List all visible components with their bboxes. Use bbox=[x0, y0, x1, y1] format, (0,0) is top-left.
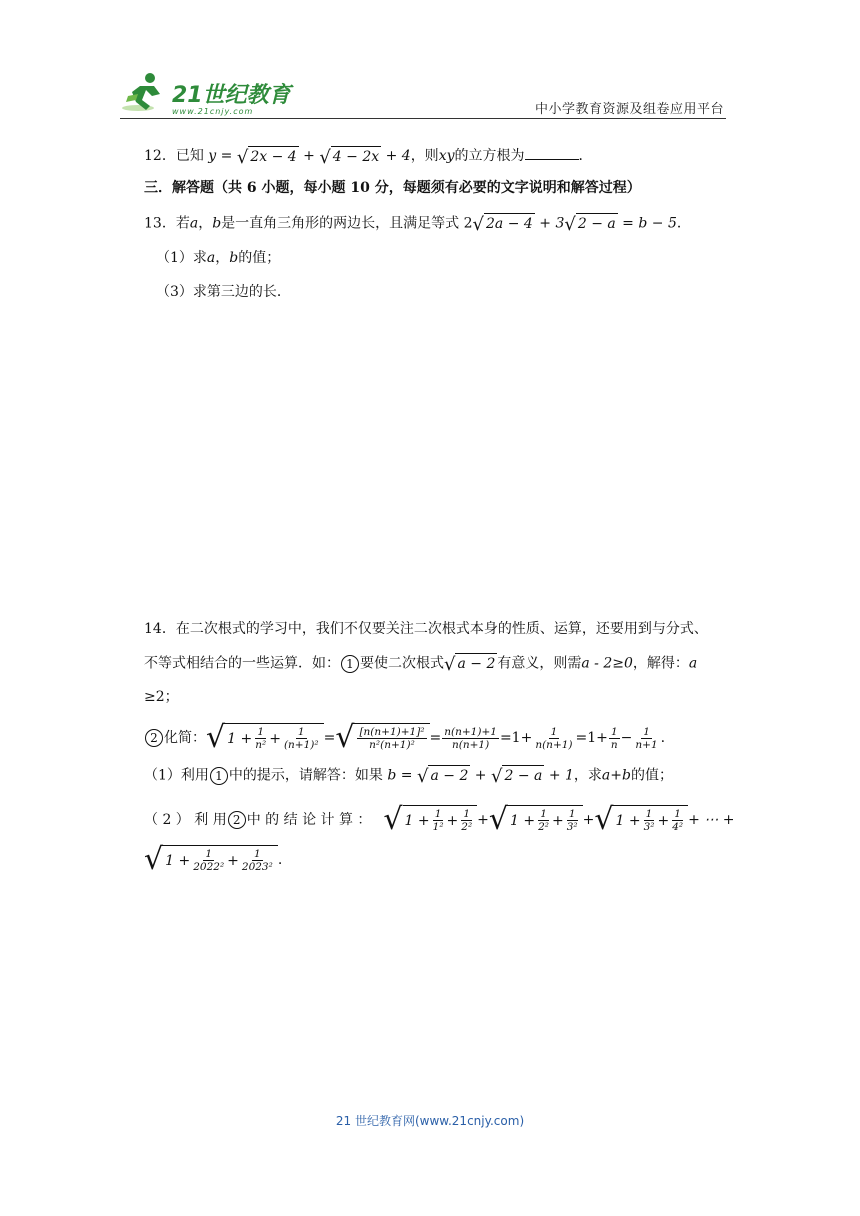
denominator: n(n+1) bbox=[535, 738, 573, 751]
equals-sign: = bbox=[323, 730, 336, 746]
fraction bbox=[536, 808, 551, 833]
numerator: 1 bbox=[550, 725, 558, 738]
radicand bbox=[613, 805, 688, 835]
radicand bbox=[163, 845, 278, 875]
equals-one-plus: =1+ bbox=[575, 730, 608, 746]
denominator: 2023² bbox=[241, 861, 273, 873]
numerator: 1 bbox=[568, 808, 576, 820]
radicand: a − 2 bbox=[455, 653, 497, 674]
radicand: 2 − a bbox=[502, 765, 544, 786]
plus-sign: + bbox=[298, 148, 320, 164]
q14-line2-post: 有意义，则需 bbox=[497, 655, 582, 672]
question-14-line2 bbox=[144, 653, 697, 674]
sqrt-a-2: √ a − 2 bbox=[416, 766, 469, 787]
var-a-plus-b: a+b bbox=[601, 767, 631, 784]
numerator: 1 bbox=[434, 808, 442, 820]
sub1-post: 的值； bbox=[238, 250, 281, 266]
fraction bbox=[670, 808, 685, 833]
fraction bbox=[282, 726, 321, 751]
var-y: y bbox=[208, 148, 217, 164]
denominator: 3² bbox=[566, 821, 578, 833]
plus-sign: + bbox=[227, 852, 239, 869]
svg-text:21世纪教育: 21世纪教育 bbox=[172, 83, 291, 108]
section-3-title: 三．解答题（共 6 小题，每小题 10 分，每题须有必要的文字说明和解答过程） bbox=[144, 180, 641, 196]
fraction bbox=[609, 726, 620, 751]
sqrt-term-3: √ 1 + $\frac{1}{\text{3²}}$ + $\frac{1}{\text{4²}}$ bbox=[594, 805, 688, 835]
equals-one-plus: =1+ bbox=[499, 730, 533, 746]
ellipsis-plus: + ⋯ + bbox=[688, 812, 735, 828]
sqrt-term-2: √ 1 + $\frac{1}{\text{2²}}$ + $\frac{1}{\text{3²}}$ bbox=[489, 805, 583, 835]
plus-three: + 3 bbox=[534, 215, 565, 232]
fraction bbox=[633, 726, 659, 751]
denominator: 3² bbox=[643, 821, 655, 833]
plus-one: + 1 bbox=[544, 767, 574, 784]
var-a: a bbox=[206, 250, 216, 266]
fraction bbox=[240, 848, 275, 873]
p1-end: 的值； bbox=[630, 767, 673, 784]
q14-line2-pre: 不等式相结合的一些运算．如： bbox=[144, 655, 340, 672]
question-14-line1 bbox=[144, 619, 708, 639]
plus-sign: + bbox=[269, 730, 281, 747]
denominator: n+1 bbox=[635, 738, 658, 751]
simplify-label: 化简： bbox=[164, 730, 206, 746]
circled-one: 1 bbox=[210, 767, 228, 785]
radicand: 2x − 4 bbox=[248, 146, 298, 167]
fraction bbox=[533, 726, 574, 751]
fraction bbox=[442, 726, 499, 751]
plus-sign: + bbox=[552, 812, 564, 829]
rhs-b-5: = b − 5 bbox=[617, 215, 677, 232]
equals-sign: = bbox=[396, 767, 417, 784]
fraction bbox=[431, 808, 446, 833]
sub1-pre: （1）求 bbox=[156, 250, 207, 266]
minus-sign: − bbox=[620, 730, 633, 746]
numerator: 1 bbox=[257, 726, 265, 738]
circled-two: 2 bbox=[145, 729, 163, 747]
q13-sub-1 bbox=[156, 248, 280, 268]
sqrt-2-a: √ 2 − a bbox=[564, 214, 616, 235]
radicand: a − 2 bbox=[428, 765, 470, 786]
numerator: 1 bbox=[463, 808, 471, 820]
question-number: 12． bbox=[144, 148, 176, 164]
numerator: 1 bbox=[540, 808, 547, 820]
term-one: 1 + bbox=[615, 812, 641, 829]
q13-text2: 是一直角三角形的两边长，且满足等式 bbox=[221, 215, 460, 232]
q14-line2-mid: 要使二次根式 bbox=[360, 655, 444, 672]
denominator: 2² bbox=[461, 821, 473, 833]
sqrt-expression: √ 1 + $\frac{1}{\text{n²}}$ + $\frac{1}{\text{(n+1)²}}$ bbox=[206, 723, 324, 753]
p1-mid: 中的提示，请解答：如果 bbox=[228, 767, 383, 784]
page-header bbox=[120, 70, 726, 120]
radicand bbox=[508, 805, 583, 835]
question-13 bbox=[144, 213, 691, 234]
radicand bbox=[403, 805, 478, 835]
radicand bbox=[354, 723, 429, 753]
term-one: 1 + bbox=[165, 852, 191, 869]
period: . bbox=[277, 852, 283, 868]
p1-ask: ，求 bbox=[573, 767, 602, 784]
q14-part-1 bbox=[144, 765, 673, 786]
p2-mid: 中 的 结 论 计 算 ： bbox=[246, 812, 372, 828]
plus-sign: + bbox=[582, 812, 595, 828]
numerator: 1 bbox=[610, 725, 618, 738]
numerator: 1 bbox=[205, 848, 213, 860]
sqrt-term-last: √ 1 + $\frac{1}{\text{2022²}}$ + $\frac{1}{\text{2023²}}$ bbox=[144, 845, 278, 875]
plus-sign: + bbox=[477, 812, 489, 828]
var-b: b bbox=[229, 250, 239, 266]
question-12 bbox=[144, 145, 593, 167]
comma: ， bbox=[215, 250, 230, 266]
radicand: 4 − 2x bbox=[331, 146, 381, 167]
var-b: b bbox=[212, 215, 222, 232]
denominator: n(n+1) bbox=[452, 738, 490, 751]
denominator: n²(n+1)² bbox=[369, 739, 415, 751]
sqrt-2-a: √ 2 − a bbox=[491, 766, 543, 787]
sqrt-a-2: √ a − 2 bbox=[444, 654, 496, 675]
equals-sign: = bbox=[216, 148, 237, 164]
period: . bbox=[660, 730, 666, 746]
circled-one: 1 bbox=[341, 655, 359, 673]
header-divider bbox=[120, 118, 726, 119]
denominator: 4² bbox=[672, 821, 684, 833]
var-a: a bbox=[688, 655, 698, 672]
denominator: n bbox=[610, 738, 618, 751]
numerator: 1 bbox=[297, 726, 305, 738]
denominator: 2022² bbox=[193, 861, 225, 873]
sqrt-2a-4: √ 2a − 4 bbox=[472, 214, 533, 235]
q13-text1: 若 bbox=[175, 215, 190, 232]
circled-two: 2 bbox=[228, 811, 246, 829]
fraction bbox=[357, 726, 426, 751]
denominator: 1² bbox=[432, 821, 444, 833]
denominator: 2² bbox=[538, 821, 549, 833]
question-number: 13． bbox=[144, 215, 176, 232]
term-one: 1 + bbox=[510, 812, 536, 829]
radicand: 2 − a bbox=[576, 213, 618, 234]
plus-sign: + bbox=[470, 767, 491, 784]
q13-sub-3: （3）求第三边的长． bbox=[156, 284, 291, 300]
var-a: a bbox=[189, 215, 199, 232]
period: ． bbox=[676, 215, 691, 232]
q14-line1-text: 在二次根式的学习中，我们不仅要关注二次根式本身的性质、运算，还要用到与分式、 bbox=[175, 621, 708, 637]
q14-part-2 bbox=[144, 802, 734, 838]
answer-blank[interactable] bbox=[525, 145, 579, 160]
p2-pre: （ 2 ） 利 用 bbox=[144, 812, 227, 828]
radicand bbox=[225, 723, 323, 753]
header-platform-text: 中小学教育资源及组卷应用平台 bbox=[534, 102, 724, 117]
denominator: n² bbox=[255, 739, 267, 751]
plus-sign: + bbox=[657, 812, 670, 829]
term-one: 1 + bbox=[404, 812, 430, 829]
q12-prefix: 已知 bbox=[175, 148, 204, 164]
term-one: 1 + bbox=[227, 730, 253, 747]
q12-suffix: 的立方根为 bbox=[454, 148, 525, 164]
q14-line2-end: ，解得： bbox=[632, 655, 689, 672]
comma: ， bbox=[198, 215, 213, 232]
numerator: [n(n+1)+1]² bbox=[359, 726, 425, 738]
q14-simplify-formula bbox=[144, 720, 665, 756]
denominator: (n+1)² bbox=[283, 739, 319, 751]
numerator: 1 bbox=[645, 808, 653, 820]
fraction bbox=[642, 808, 657, 833]
var-xy: xy bbox=[438, 148, 455, 164]
q14-part-2-cont bbox=[144, 842, 282, 878]
radicand: 2a − 4 bbox=[484, 213, 535, 234]
var-b: b bbox=[387, 767, 397, 784]
numerator: n(n+1)+1 bbox=[444, 725, 497, 738]
logo-icon bbox=[120, 70, 300, 118]
plus-sign: + bbox=[446, 812, 459, 829]
p1-pre: （1）利用 bbox=[144, 767, 209, 784]
numerator: 1 bbox=[674, 808, 681, 820]
fraction bbox=[253, 726, 268, 751]
page-footer[interactable]: 21 世纪教育网(www.21cnjy.com) bbox=[335, 1114, 525, 1128]
q12-mid: ，则 bbox=[410, 148, 439, 164]
sqrt-term-1: √ 1 + $\frac{1}{\text{1²}}$ + $\frac{1}{\text{2²}}$ bbox=[383, 805, 477, 835]
svg-text:www.21cnjy.com: www.21cnjy.com bbox=[172, 107, 254, 116]
question-14-line3: ≥2； bbox=[144, 689, 179, 705]
plus-four: + 4 bbox=[381, 148, 411, 164]
equals-sign: = bbox=[429, 730, 442, 746]
fraction bbox=[565, 808, 580, 833]
period: ． bbox=[578, 148, 593, 164]
sqrt-4-2x: √ 4 − 2x bbox=[319, 146, 380, 168]
question-number: 14． bbox=[144, 621, 176, 637]
condition: a - 2≥0 bbox=[581, 655, 633, 672]
fraction bbox=[191, 848, 226, 873]
numerator: 1 bbox=[643, 725, 650, 738]
coef-2: 2 bbox=[463, 215, 473, 232]
sqrt-big-fraction: √ $\frac{\text{[n(n+1)+1]²}}{\text{n²(n+1)²}}$ bbox=[335, 723, 429, 753]
fraction bbox=[459, 808, 474, 833]
numerator: 1 bbox=[254, 848, 261, 860]
sqrt-2x-4: √ 2x − 4 bbox=[236, 146, 297, 168]
